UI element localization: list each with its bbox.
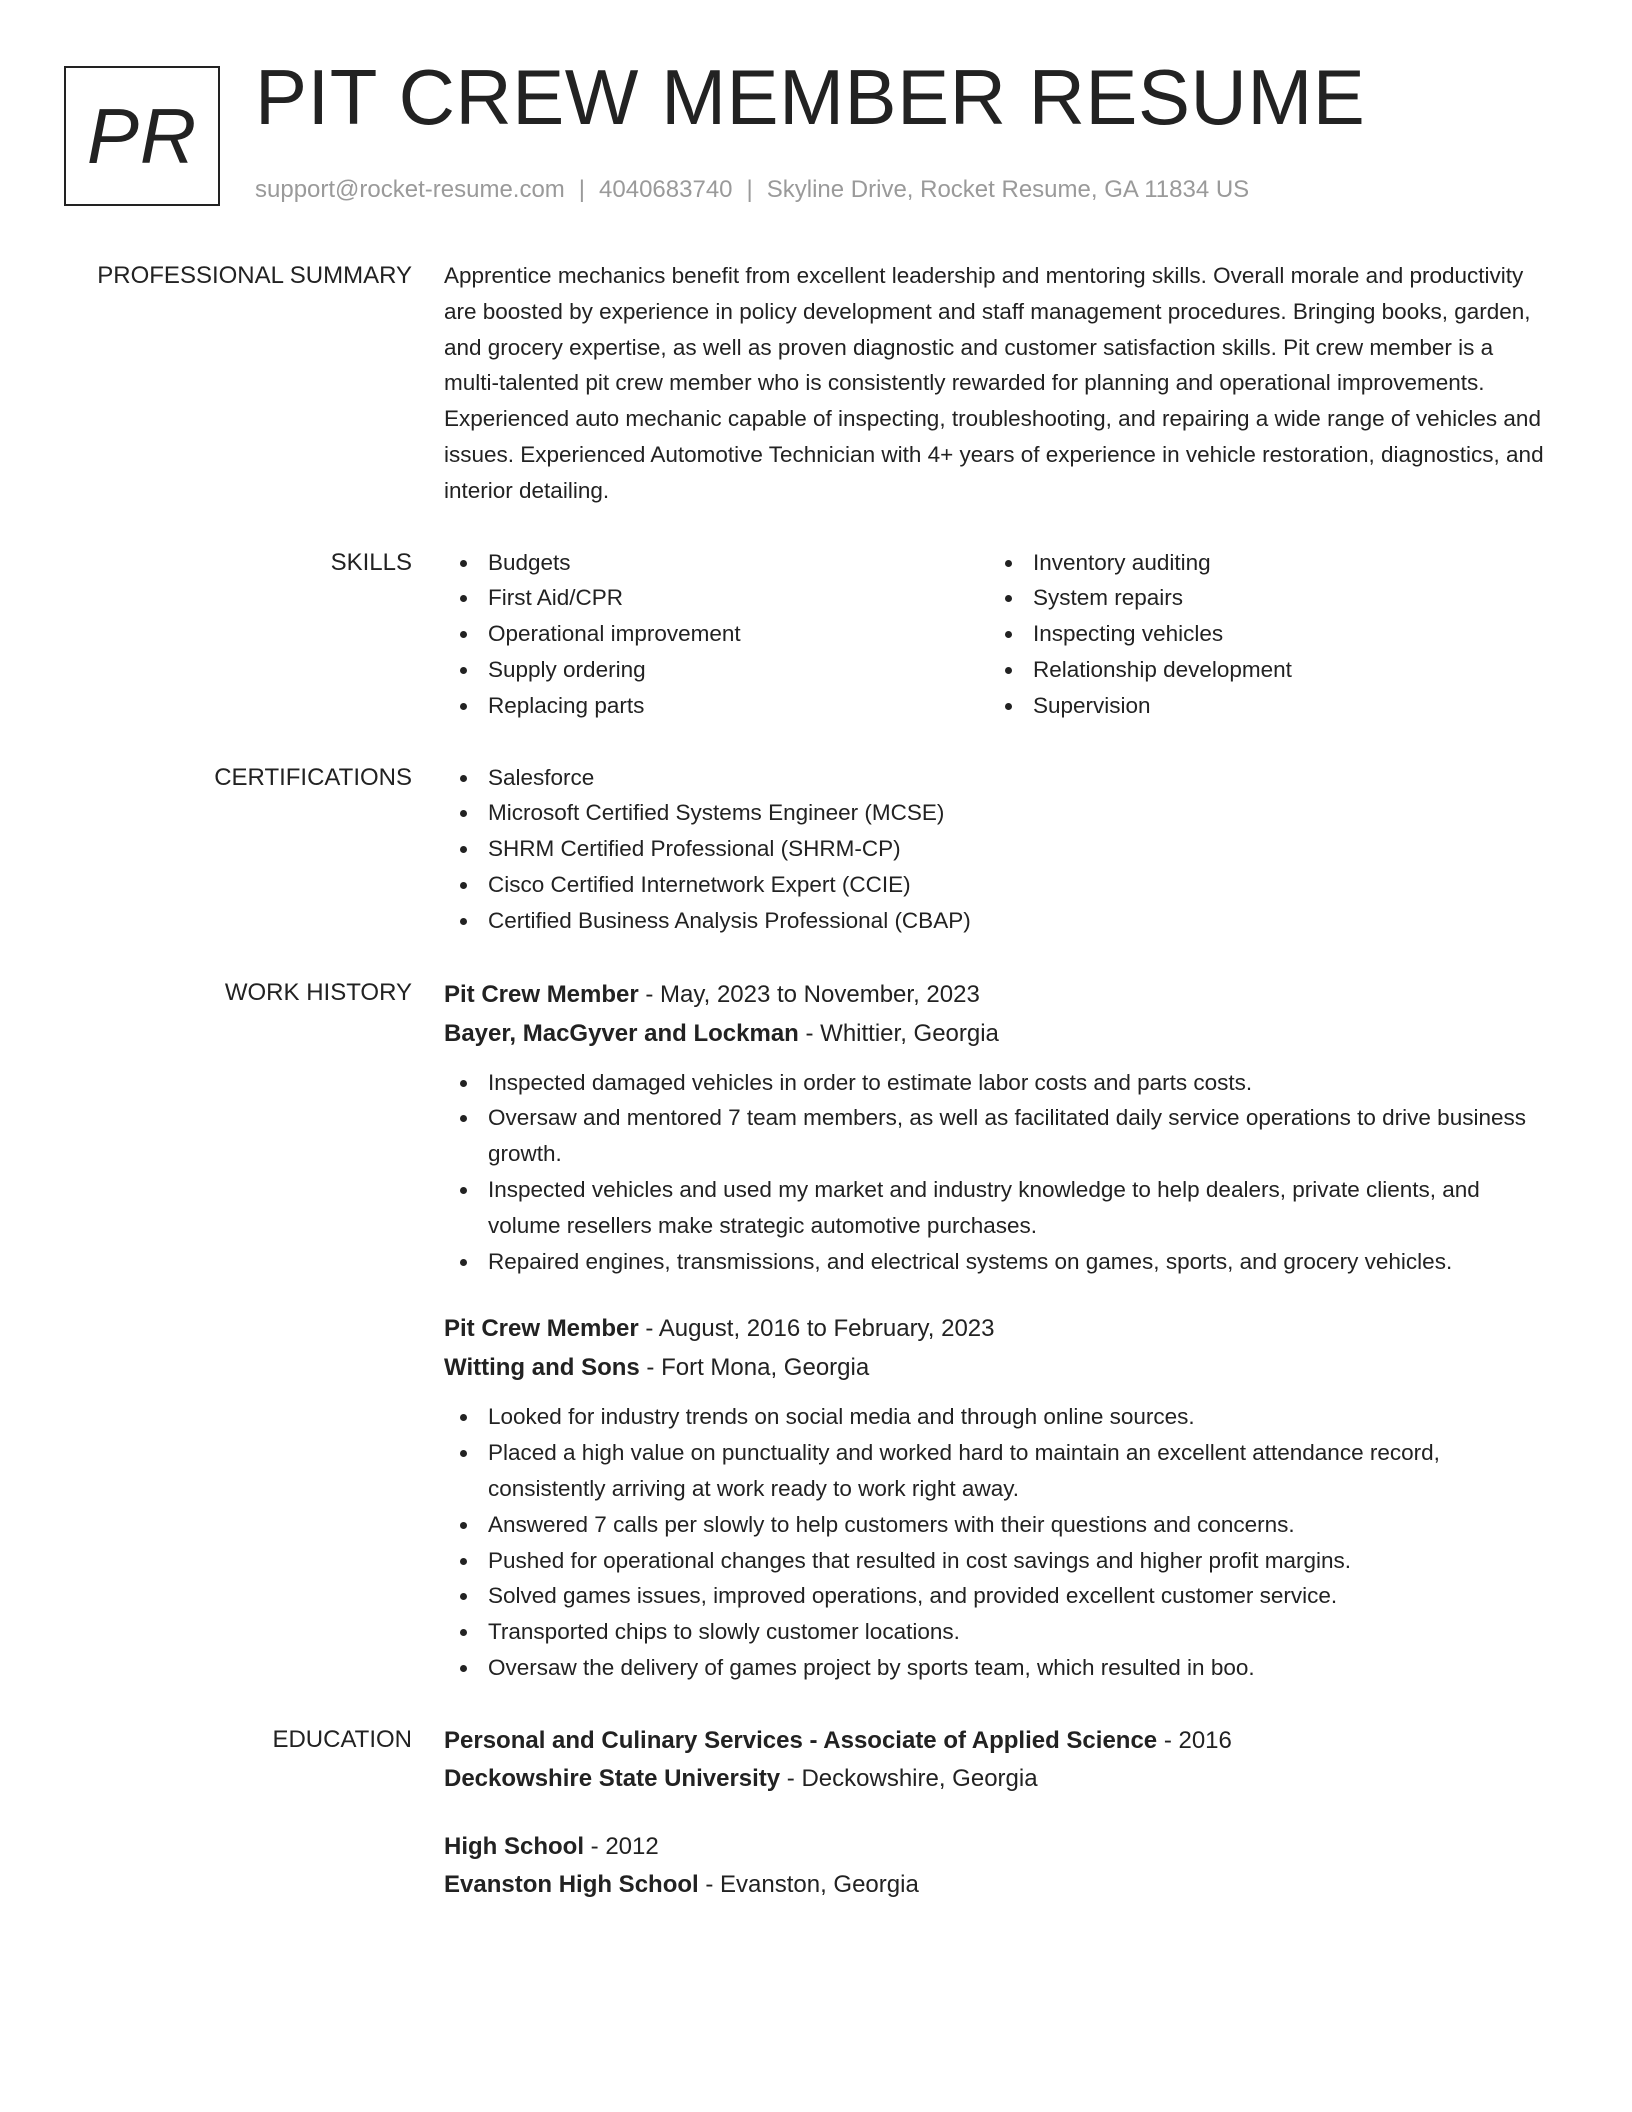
duty-item: Oversaw the delivery of games project by sports team, which resulted in boo. xyxy=(444,1650,1554,1686)
skill-item: Inventory auditing xyxy=(989,545,1534,581)
education-degree: High School xyxy=(444,1832,584,1860)
section-label: CERTIFICATIONS xyxy=(214,763,412,791)
duty-item: Inspected damaged vehicles in order to estimate labor costs and parts costs. xyxy=(444,1065,1554,1101)
section-label: EDUCATION xyxy=(272,1725,412,1753)
certification-item: SHRM Certified Professional (SHRM-CP) xyxy=(444,831,1554,867)
section-body xyxy=(444,975,1554,1686)
job-title-line xyxy=(444,1309,1554,1348)
education-degree: Personal and Culinary Services - Associate of Applied Science xyxy=(444,1726,1158,1754)
contact-separator: | xyxy=(746,176,753,203)
section-label: PROFESSIONAL SUMMARY xyxy=(97,262,412,289)
duty-item: Repaired engines, transmissions, and electrical systems on games, sports, and grocery vehicles. xyxy=(444,1244,1554,1280)
duty-item: Oversaw and mentored 7 team members, as well as facilitated daily service operations to drive business growth. xyxy=(444,1100,1554,1172)
job-location: - Whittier, Georgia xyxy=(798,1019,999,1047)
skills-grid xyxy=(444,545,1554,724)
education-school-line xyxy=(444,1866,1554,1904)
section-body xyxy=(444,1722,1554,1934)
duty-item: Inspected vehicles and used my market and industry knowledge to help dealers, private clients, and volume resellers make strategic automotive purchases. xyxy=(444,1172,1554,1244)
job-location: - Fort Mona, Georgia xyxy=(639,1354,870,1382)
job-title: Pit Crew Member xyxy=(444,980,639,1008)
skills-list-left xyxy=(444,545,989,724)
monogram-logo: PR xyxy=(64,66,220,206)
contact-phone: 4040683740 xyxy=(599,176,733,203)
section-professional-summary xyxy=(64,258,1554,509)
certification-item: Salesforce xyxy=(444,760,1554,796)
education-degree-line xyxy=(444,1722,1554,1760)
certification-item: Certified Business Analysis Professional (CBAP) xyxy=(444,903,1554,939)
skill-item: Operational improvement xyxy=(444,616,989,652)
job-company: Bayer, MacGyver and Lockman xyxy=(444,1019,799,1047)
skill-item: Relationship development xyxy=(989,652,1534,688)
section-skills xyxy=(64,545,1554,724)
resume-header xyxy=(64,53,1564,214)
duty-item: Transported chips to slowly customer locations. xyxy=(444,1614,1554,1650)
job-company: Witting and Sons xyxy=(444,1354,640,1382)
job-dates: - May, 2023 to November, 2023 xyxy=(638,980,980,1008)
certifications-list xyxy=(444,760,1554,939)
duty-item: Pushed for operational changes that resulted in cost savings and higher profit margins. xyxy=(444,1543,1554,1579)
skill-item: Inspecting vehicles xyxy=(989,616,1534,652)
summary-text: Apprentice mechanics benefit from excellent leadership and mentoring skills. Overall morale and productivity are boosted by experience in policy development and staff management procedures. Bringing books, garden, and grocery expertise, as well as proven diagnostic and customer satisfaction skills. Pit crew member is a multi-talented pit crew member who is consistently rewarded for planning and operational improvements. Experienced auto mechanic capable of inspecting, troubleshooting, and repairing a wide range of vehicles and issues. Experienced Automotive Technician with 4+ years of experience in vehicle restoration, diagnostics, and interior detailing. xyxy=(444,263,1544,503)
skill-item: Supply ordering xyxy=(444,652,989,688)
education-entry xyxy=(444,1828,1554,1904)
skill-item: Supervision xyxy=(989,688,1534,724)
section-education xyxy=(64,1722,1554,1934)
education-location: - Evanston, Georgia xyxy=(698,1870,919,1898)
job-entry xyxy=(444,1309,1554,1685)
skill-item: System repairs xyxy=(989,580,1534,616)
duty-item: Answered 7 calls per slowly to help customers with their questions and concerns. xyxy=(444,1507,1554,1543)
education-entry xyxy=(444,1722,1554,1798)
contact-email: support@rocket-resume.com xyxy=(255,176,565,203)
skill-item: First Aid/CPR xyxy=(444,580,989,616)
certification-item: Microsoft Certified Systems Engineer (MCSE) xyxy=(444,795,1554,831)
section-body xyxy=(444,258,1554,509)
job-duties xyxy=(444,1065,1554,1280)
duty-item: Looked for industry trends on social media and through online sources. xyxy=(444,1399,1554,1435)
education-year: - 2012 xyxy=(584,1832,659,1860)
contact-address: Skyline Drive, Rocket Resume, GA 11834 US xyxy=(766,176,1250,203)
skill-item: Budgets xyxy=(444,545,989,581)
resume-sections xyxy=(64,258,1554,1970)
job-title: Pit Crew Member xyxy=(444,1315,639,1343)
contact-line xyxy=(255,176,1249,204)
job-company-line xyxy=(444,1014,1554,1053)
education-school-line xyxy=(444,1760,1554,1798)
job-entry xyxy=(444,975,1554,1280)
section-label: WORK HISTORY xyxy=(224,978,412,1006)
section-work-history xyxy=(64,975,1554,1686)
education-school: Evanston High School xyxy=(444,1870,699,1898)
certification-item: Cisco Certified Internetwork Expert (CCIE) xyxy=(444,867,1554,903)
skills-list-right xyxy=(989,545,1534,724)
duty-item: Placed a high value on punctuality and worked hard to maintain an excellent attendance record, consistently arriving at work ready to work right away. xyxy=(444,1435,1554,1507)
page-title: PIT CREW MEMBER RESUME xyxy=(255,53,1366,141)
section-body xyxy=(444,760,1554,939)
job-dates: - August, 2016 to February, 2023 xyxy=(638,1315,995,1343)
job-duties xyxy=(444,1399,1554,1685)
section-certifications xyxy=(64,760,1554,939)
contact-separator: | xyxy=(578,176,586,203)
job-title-line xyxy=(444,975,1554,1014)
education-year: - 2016 xyxy=(1157,1726,1232,1754)
education-school: Deckowshire State University xyxy=(444,1764,781,1792)
duty-item: Solved games issues, improved operations, and provided excellent customer service. xyxy=(444,1578,1554,1614)
section-label: SKILLS xyxy=(330,548,412,576)
job-company-line xyxy=(444,1348,1554,1387)
education-degree-line xyxy=(444,1828,1554,1866)
skill-item: Replacing parts xyxy=(444,688,989,724)
education-location: - Deckowshire, Georgia xyxy=(780,1764,1038,1792)
